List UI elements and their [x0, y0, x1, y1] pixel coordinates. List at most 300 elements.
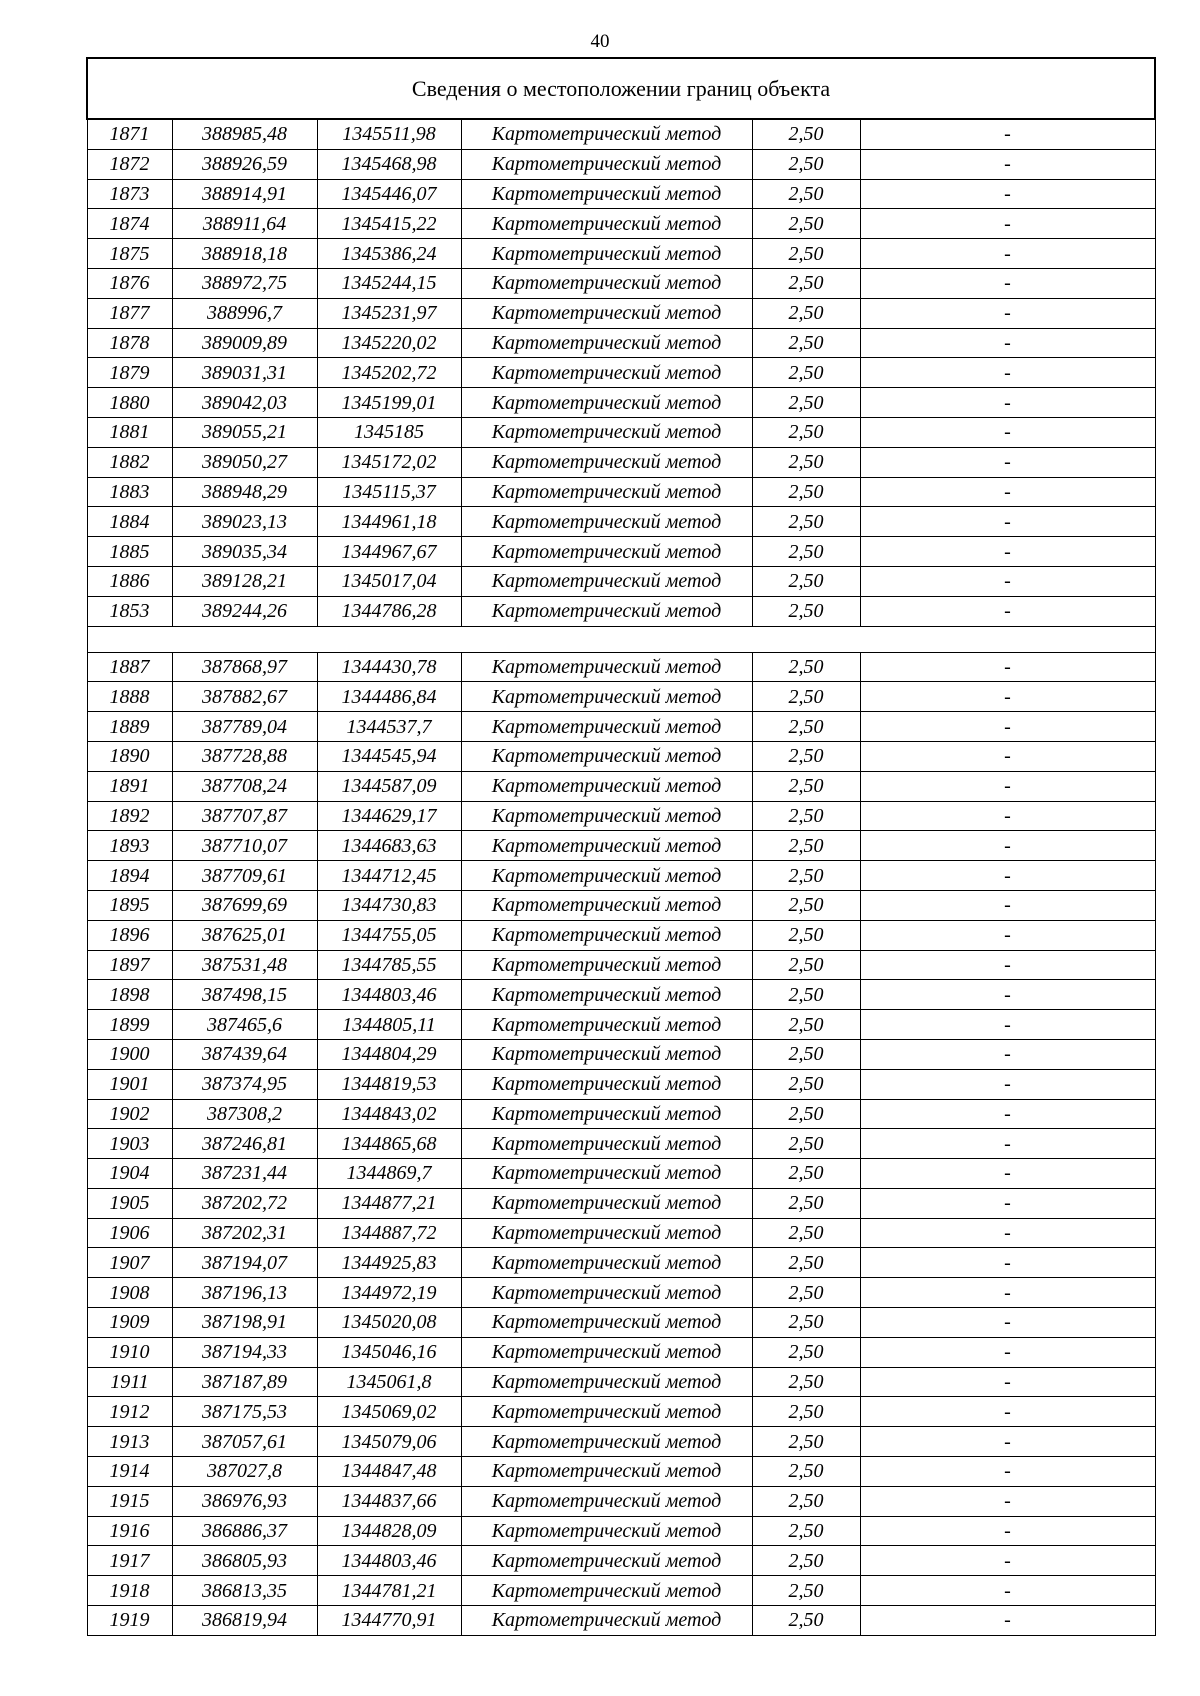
description-cell: - — [860, 1397, 1155, 1427]
accuracy-cell: 2,50 — [752, 1576, 860, 1606]
y-coordinate-cell: 1345202,72 — [317, 358, 461, 388]
x-coordinate-cell: 387175,53 — [172, 1397, 317, 1427]
method-cell: Картометрический метод — [461, 596, 752, 626]
description-cell: - — [860, 149, 1155, 179]
accuracy-cell: 2,50 — [752, 1039, 860, 1069]
accuracy-cell: 2,50 — [752, 652, 860, 682]
method-cell: Картометрический метод — [461, 1337, 752, 1367]
y-coordinate-cell: 1344803,46 — [317, 1546, 461, 1576]
point-number-cell: 1897 — [87, 950, 172, 980]
table-row — [87, 1606, 1155, 1636]
description-cell: - — [860, 1427, 1155, 1457]
description-cell: - — [860, 1546, 1155, 1576]
table-row — [87, 179, 1155, 209]
y-coordinate-cell: 1345017,04 — [317, 566, 461, 596]
accuracy-cell: 2,50 — [752, 417, 860, 447]
x-coordinate-cell: 387308,2 — [172, 1099, 317, 1129]
x-coordinate-cell: 389035,34 — [172, 537, 317, 567]
method-cell: Картометрический метод — [461, 1010, 752, 1040]
y-coordinate-cell: 1344925,83 — [317, 1248, 461, 1278]
method-cell: Картометрический метод — [461, 890, 752, 920]
table-row — [87, 1308, 1155, 1338]
point-number-cell: 1900 — [87, 1039, 172, 1069]
table-row — [87, 239, 1155, 269]
method-cell: Картометрический метод — [461, 537, 752, 567]
x-coordinate-cell: 387194,07 — [172, 1248, 317, 1278]
accuracy-cell: 2,50 — [752, 358, 860, 388]
x-coordinate-cell: 386805,93 — [172, 1546, 317, 1576]
y-coordinate-cell: 1344967,67 — [317, 537, 461, 567]
table-row — [87, 1486, 1155, 1516]
method-cell: Картометрический метод — [461, 861, 752, 891]
x-coordinate-cell: 387465,6 — [172, 1010, 317, 1040]
y-coordinate-cell: 1344430,78 — [317, 652, 461, 682]
method-cell: Картометрический метод — [461, 388, 752, 418]
method-cell: Картометрический метод — [461, 771, 752, 801]
description-cell: - — [860, 801, 1155, 831]
method-cell: Картометрический метод — [461, 741, 752, 771]
y-coordinate-cell: 1344629,17 — [317, 801, 461, 831]
y-coordinate-cell: 1345231,97 — [317, 298, 461, 328]
y-coordinate-cell: 1344712,45 — [317, 861, 461, 891]
table-row — [87, 861, 1155, 891]
group-separator-row — [87, 626, 1155, 652]
method-cell: Картометрический метод — [461, 801, 752, 831]
description-cell: - — [860, 652, 1155, 682]
method-cell: Картометрический метод — [461, 980, 752, 1010]
description-cell: - — [860, 712, 1155, 742]
accuracy-cell: 2,50 — [752, 1457, 860, 1487]
table-row — [87, 507, 1155, 537]
table-row — [87, 980, 1155, 1010]
x-coordinate-cell: 389042,03 — [172, 388, 317, 418]
description-cell: - — [860, 831, 1155, 861]
description-cell: - — [860, 298, 1155, 328]
method-cell: Картометрический метод — [461, 950, 752, 980]
point-number-cell: 1916 — [87, 1516, 172, 1546]
table-row — [87, 950, 1155, 980]
y-coordinate-cell: 1344786,28 — [317, 596, 461, 626]
point-number-cell: 1896 — [87, 920, 172, 950]
accuracy-cell: 2,50 — [752, 682, 860, 712]
accuracy-cell: 2,50 — [752, 447, 860, 477]
accuracy-cell: 2,50 — [752, 771, 860, 801]
method-cell: Картометрический метод — [461, 268, 752, 298]
x-coordinate-cell: 388926,59 — [172, 149, 317, 179]
description-cell: - — [860, 741, 1155, 771]
point-number-cell: 1882 — [87, 447, 172, 477]
point-number-cell: 1914 — [87, 1457, 172, 1487]
y-coordinate-cell: 1345199,01 — [317, 388, 461, 418]
y-coordinate-cell: 1344730,83 — [317, 890, 461, 920]
point-number-cell: 1881 — [87, 417, 172, 447]
description-cell: - — [860, 771, 1155, 801]
point-number-cell: 1889 — [87, 712, 172, 742]
table-row — [87, 1218, 1155, 1248]
table-row — [87, 652, 1155, 682]
accuracy-cell: 2,50 — [752, 537, 860, 567]
accuracy-cell: 2,50 — [752, 507, 860, 537]
accuracy-cell: 2,50 — [752, 1516, 860, 1546]
description-cell: - — [860, 358, 1155, 388]
accuracy-cell: 2,50 — [752, 1188, 860, 1218]
accuracy-cell: 2,50 — [752, 1486, 860, 1516]
x-coordinate-cell: 387708,24 — [172, 771, 317, 801]
table-row — [87, 1546, 1155, 1576]
accuracy-cell: 2,50 — [752, 179, 860, 209]
y-coordinate-cell: 1344837,66 — [317, 1486, 461, 1516]
description-cell: - — [860, 477, 1155, 507]
description-cell: - — [860, 682, 1155, 712]
y-coordinate-cell: 1344828,09 — [317, 1516, 461, 1546]
method-cell: Картометрический метод — [461, 712, 752, 742]
y-coordinate-cell: 1345244,15 — [317, 268, 461, 298]
accuracy-cell: 2,50 — [752, 861, 860, 891]
accuracy-cell: 2,50 — [752, 1069, 860, 1099]
x-coordinate-cell: 388948,29 — [172, 477, 317, 507]
point-number-cell: 1876 — [87, 268, 172, 298]
method-cell: Картометрический метод — [461, 1039, 752, 1069]
x-coordinate-cell: 388914,91 — [172, 179, 317, 209]
page-number: 40 — [590, 31, 610, 52]
point-number-cell: 1901 — [87, 1069, 172, 1099]
description-cell: - — [860, 980, 1155, 1010]
point-number-cell: 1891 — [87, 771, 172, 801]
accuracy-cell: 2,50 — [752, 801, 860, 831]
table-row — [87, 771, 1155, 801]
x-coordinate-cell: 388985,48 — [172, 119, 317, 149]
table-row — [87, 328, 1155, 358]
method-cell: Картометрический метод — [461, 1188, 752, 1218]
method-cell: Картометрический метод — [461, 1278, 752, 1308]
y-coordinate-cell: 1344805,11 — [317, 1010, 461, 1040]
point-number-cell: 1904 — [87, 1159, 172, 1189]
method-cell: Картометрический метод — [461, 1308, 752, 1338]
point-number-cell: 1884 — [87, 507, 172, 537]
description-cell: - — [860, 447, 1155, 477]
point-number-cell: 1918 — [87, 1576, 172, 1606]
accuracy-cell: 2,50 — [752, 209, 860, 239]
y-coordinate-cell: 1344803,46 — [317, 980, 461, 1010]
point-number-cell: 1910 — [87, 1337, 172, 1367]
method-cell: Картометрический метод — [461, 119, 752, 149]
y-coordinate-cell: 1344537,7 — [317, 712, 461, 742]
x-coordinate-cell: 389050,27 — [172, 447, 317, 477]
accuracy-cell: 2,50 — [752, 268, 860, 298]
point-number-cell: 1917 — [87, 1546, 172, 1576]
y-coordinate-cell: 1345386,24 — [317, 239, 461, 269]
method-cell: Картометрический метод — [461, 1218, 752, 1248]
description-cell: - — [860, 1188, 1155, 1218]
point-number-cell: 1902 — [87, 1099, 172, 1129]
description-cell: - — [860, 1278, 1155, 1308]
accuracy-cell: 2,50 — [752, 328, 860, 358]
accuracy-cell: 2,50 — [752, 1218, 860, 1248]
point-number-cell: 1893 — [87, 831, 172, 861]
table-row — [87, 890, 1155, 920]
x-coordinate-cell: 387707,87 — [172, 801, 317, 831]
description-cell: - — [860, 1486, 1155, 1516]
x-coordinate-cell: 387439,64 — [172, 1039, 317, 1069]
x-coordinate-cell: 387882,67 — [172, 682, 317, 712]
description-cell: - — [860, 1129, 1155, 1159]
point-number-cell: 1886 — [87, 566, 172, 596]
table-row — [87, 1248, 1155, 1278]
accuracy-cell: 2,50 — [752, 712, 860, 742]
table-row — [87, 682, 1155, 712]
description-cell: - — [860, 537, 1155, 567]
table-row — [87, 1576, 1155, 1606]
point-number-cell: 1905 — [87, 1188, 172, 1218]
point-number-cell: 1883 — [87, 477, 172, 507]
point-number-cell: 1909 — [87, 1308, 172, 1338]
table-title-row — [87, 58, 1155, 119]
accuracy-cell: 2,50 — [752, 239, 860, 269]
description-cell: - — [860, 1606, 1155, 1636]
table-row — [87, 1129, 1155, 1159]
table-body — [87, 58, 1155, 1635]
table-row — [87, 1427, 1155, 1457]
y-coordinate-cell: 1345468,98 — [317, 149, 461, 179]
x-coordinate-cell: 387196,13 — [172, 1278, 317, 1308]
method-cell: Картометрический метод — [461, 1457, 752, 1487]
y-coordinate-cell: 1345115,37 — [317, 477, 461, 507]
method-cell: Картометрический метод — [461, 1486, 752, 1516]
accuracy-cell: 2,50 — [752, 1308, 860, 1338]
y-coordinate-cell: 1344972,19 — [317, 1278, 461, 1308]
method-cell: Картометрический метод — [461, 507, 752, 537]
description-cell: - — [860, 268, 1155, 298]
table-row — [87, 1188, 1155, 1218]
y-coordinate-cell: 1345061,8 — [317, 1367, 461, 1397]
point-number-cell: 1919 — [87, 1606, 172, 1636]
y-coordinate-cell: 1345511,98 — [317, 119, 461, 149]
point-number-cell: 1871 — [87, 119, 172, 149]
table-row — [87, 209, 1155, 239]
description-cell: - — [860, 1248, 1155, 1278]
x-coordinate-cell: 387194,33 — [172, 1337, 317, 1367]
y-coordinate-cell: 1344683,63 — [317, 831, 461, 861]
y-coordinate-cell: 1344819,53 — [317, 1069, 461, 1099]
table-row — [87, 298, 1155, 328]
description-cell: - — [860, 861, 1155, 891]
x-coordinate-cell: 387027,8 — [172, 1457, 317, 1487]
method-cell: Картометрический метод — [461, 239, 752, 269]
y-coordinate-cell: 1344804,29 — [317, 1039, 461, 1069]
description-cell: - — [860, 920, 1155, 950]
description-cell: - — [860, 239, 1155, 269]
x-coordinate-cell: 389055,21 — [172, 417, 317, 447]
method-cell: Картометрический метод — [461, 1606, 752, 1636]
table-row — [87, 1039, 1155, 1069]
y-coordinate-cell: 1344785,55 — [317, 950, 461, 980]
y-coordinate-cell: 1344869,7 — [317, 1159, 461, 1189]
method-cell: Картометрический метод — [461, 1099, 752, 1129]
method-cell: Картометрический метод — [461, 1159, 752, 1189]
table-row — [87, 417, 1155, 447]
x-coordinate-cell: 388996,7 — [172, 298, 317, 328]
accuracy-cell: 2,50 — [752, 477, 860, 507]
point-number-cell: 1888 — [87, 682, 172, 712]
description-cell: - — [860, 566, 1155, 596]
y-coordinate-cell: 1345415,22 — [317, 209, 461, 239]
method-cell: Картометрический метод — [461, 1546, 752, 1576]
accuracy-cell: 2,50 — [752, 298, 860, 328]
y-coordinate-cell: 1344755,05 — [317, 920, 461, 950]
accuracy-cell: 2,50 — [752, 1397, 860, 1427]
point-number-cell: 1913 — [87, 1427, 172, 1457]
x-coordinate-cell: 388918,18 — [172, 239, 317, 269]
method-cell: Картометрический метод — [461, 831, 752, 861]
table-row — [87, 920, 1155, 950]
x-coordinate-cell: 387728,88 — [172, 741, 317, 771]
description-cell: - — [860, 507, 1155, 537]
x-coordinate-cell: 387187,89 — [172, 1367, 317, 1397]
accuracy-cell: 2,50 — [752, 1248, 860, 1278]
y-coordinate-cell: 1344770,91 — [317, 1606, 461, 1636]
x-coordinate-cell: 388972,75 — [172, 268, 317, 298]
table-row — [87, 1367, 1155, 1397]
boundary-coordinates-table — [86, 57, 1156, 1636]
description-cell: - — [860, 328, 1155, 358]
table-row — [87, 1010, 1155, 1040]
x-coordinate-cell: 387057,61 — [172, 1427, 317, 1457]
point-number-cell: 1875 — [87, 239, 172, 269]
table-row — [87, 596, 1155, 626]
accuracy-cell: 2,50 — [752, 596, 860, 626]
x-coordinate-cell: 387531,48 — [172, 950, 317, 980]
point-number-cell: 1895 — [87, 890, 172, 920]
y-coordinate-cell: 1344847,48 — [317, 1457, 461, 1487]
x-coordinate-cell: 387625,01 — [172, 920, 317, 950]
method-cell: Картометрический метод — [461, 652, 752, 682]
method-cell: Картометрический метод — [461, 417, 752, 447]
point-number-cell: 1885 — [87, 537, 172, 567]
x-coordinate-cell: 387710,07 — [172, 831, 317, 861]
method-cell: Картометрический метод — [461, 1069, 752, 1099]
point-number-cell: 1903 — [87, 1129, 172, 1159]
table-row — [87, 741, 1155, 771]
table-row — [87, 1457, 1155, 1487]
method-cell: Картометрический метод — [461, 447, 752, 477]
y-coordinate-cell: 1344865,68 — [317, 1129, 461, 1159]
x-coordinate-cell: 386886,37 — [172, 1516, 317, 1546]
y-coordinate-cell: 1345172,02 — [317, 447, 461, 477]
accuracy-cell: 2,50 — [752, 1367, 860, 1397]
point-number-cell: 1872 — [87, 149, 172, 179]
accuracy-cell: 2,50 — [752, 1159, 860, 1189]
y-coordinate-cell: 1345046,16 — [317, 1337, 461, 1367]
method-cell: Картометрический метод — [461, 358, 752, 388]
method-cell: Картометрический метод — [461, 920, 752, 950]
y-coordinate-cell: 1344843,02 — [317, 1099, 461, 1129]
method-cell: Картометрический метод — [461, 1129, 752, 1159]
description-cell: - — [860, 1308, 1155, 1338]
accuracy-cell: 2,50 — [752, 1129, 860, 1159]
point-number-cell: 1853 — [87, 596, 172, 626]
point-number-cell: 1911 — [87, 1367, 172, 1397]
y-coordinate-cell: 1344486,84 — [317, 682, 461, 712]
table-row — [87, 801, 1155, 831]
method-cell: Картометрический метод — [461, 179, 752, 209]
x-coordinate-cell: 386813,35 — [172, 1576, 317, 1606]
table-row — [87, 566, 1155, 596]
point-number-cell: 1880 — [87, 388, 172, 418]
method-cell: Картометрический метод — [461, 149, 752, 179]
x-coordinate-cell: 387789,04 — [172, 712, 317, 742]
table-row — [87, 831, 1155, 861]
point-number-cell: 1899 — [87, 1010, 172, 1040]
accuracy-cell: 2,50 — [752, 741, 860, 771]
method-cell: Картометрический метод — [461, 682, 752, 712]
accuracy-cell: 2,50 — [752, 566, 860, 596]
table-row — [87, 1337, 1155, 1367]
accuracy-cell: 2,50 — [752, 1427, 860, 1457]
description-cell: - — [860, 1069, 1155, 1099]
y-coordinate-cell: 1345020,08 — [317, 1308, 461, 1338]
table-title: Сведения о местоположении границ объекта — [87, 58, 1155, 119]
point-number-cell: 1877 — [87, 298, 172, 328]
accuracy-cell: 2,50 — [752, 1278, 860, 1308]
y-coordinate-cell: 1345069,02 — [317, 1397, 461, 1427]
accuracy-cell: 2,50 — [752, 149, 860, 179]
point-number-cell: 1912 — [87, 1397, 172, 1427]
x-coordinate-cell: 387246,81 — [172, 1129, 317, 1159]
point-number-cell: 1894 — [87, 861, 172, 891]
point-number-cell: 1879 — [87, 358, 172, 388]
accuracy-cell: 2,50 — [752, 950, 860, 980]
description-cell: - — [860, 1218, 1155, 1248]
description-cell: - — [860, 209, 1155, 239]
method-cell: Картометрический метод — [461, 1576, 752, 1606]
description-cell: - — [860, 950, 1155, 980]
description-cell: - — [860, 596, 1155, 626]
x-coordinate-cell: 387202,31 — [172, 1218, 317, 1248]
x-coordinate-cell: 387868,97 — [172, 652, 317, 682]
description-cell: - — [860, 890, 1155, 920]
y-coordinate-cell: 1344587,09 — [317, 771, 461, 801]
table-row — [87, 388, 1155, 418]
description-cell: - — [860, 119, 1155, 149]
description-cell: - — [860, 417, 1155, 447]
table-row — [87, 149, 1155, 179]
x-coordinate-cell: 389128,21 — [172, 566, 317, 596]
y-coordinate-cell: 1344961,18 — [317, 507, 461, 537]
table-row — [87, 1069, 1155, 1099]
method-cell: Картометрический метод — [461, 1397, 752, 1427]
description-cell: - — [860, 1010, 1155, 1040]
method-cell: Картометрический метод — [461, 566, 752, 596]
table-row — [87, 1159, 1155, 1189]
description-cell: - — [860, 179, 1155, 209]
y-coordinate-cell: 1344887,72 — [317, 1218, 461, 1248]
method-cell: Картометрический метод — [461, 477, 752, 507]
description-cell: - — [860, 1516, 1155, 1546]
method-cell: Картометрический метод — [461, 1367, 752, 1397]
x-coordinate-cell: 387231,44 — [172, 1159, 317, 1189]
description-cell: - — [860, 1337, 1155, 1367]
y-coordinate-cell: 1345079,06 — [317, 1427, 461, 1457]
x-coordinate-cell: 387709,61 — [172, 861, 317, 891]
table-row — [87, 358, 1155, 388]
description-cell: - — [860, 1159, 1155, 1189]
point-number-cell: 1873 — [87, 179, 172, 209]
y-coordinate-cell: 1345446,07 — [317, 179, 461, 209]
method-cell: Картометрический метод — [461, 1516, 752, 1546]
accuracy-cell: 2,50 — [752, 831, 860, 861]
table-row — [87, 477, 1155, 507]
description-cell: - — [860, 1367, 1155, 1397]
